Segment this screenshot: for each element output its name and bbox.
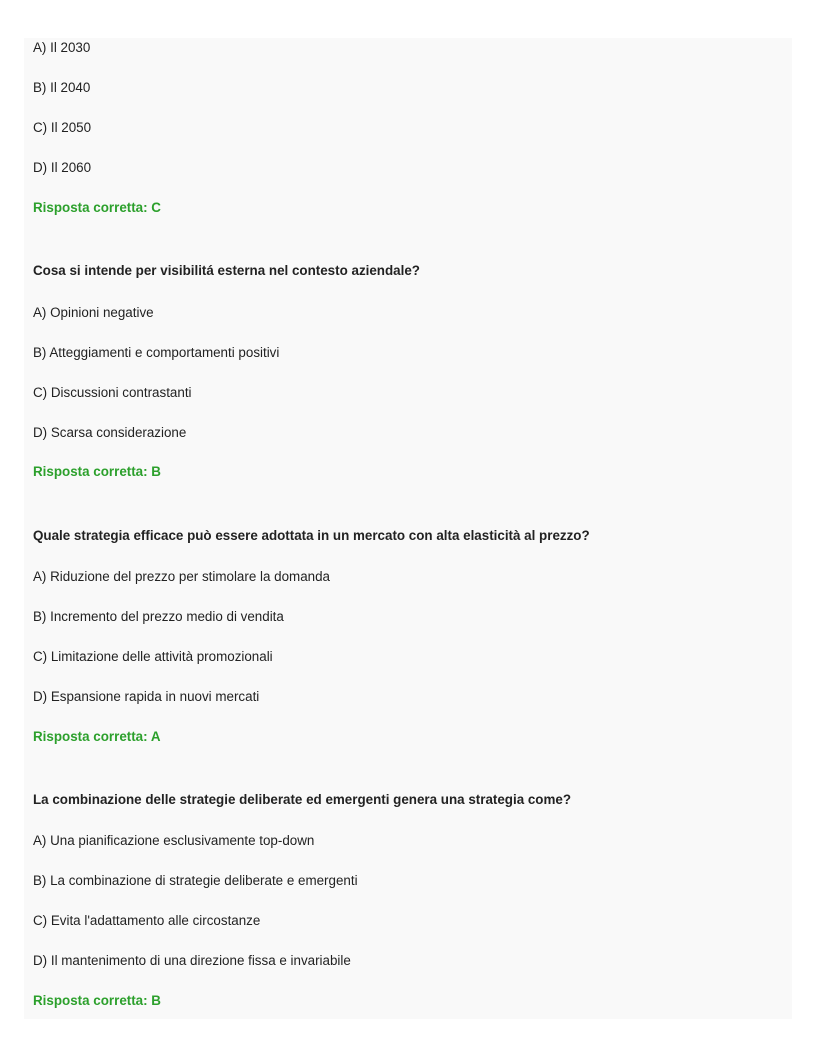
question-text: Cosa si intende per visibilitá esterna nel contesto aziendale? bbox=[33, 263, 420, 278]
option-a: A) Il 2030 bbox=[33, 40, 91, 55]
option-b: B) Il 2040 bbox=[33, 80, 91, 95]
option-c: C) Limitazione delle attività promozionali bbox=[33, 649, 273, 664]
option-c: C) Discussioni contrastanti bbox=[33, 385, 192, 400]
option-c: C) Evita l'adattamento alle circostanze bbox=[33, 913, 261, 928]
correct-answer: Risposta corretta: B bbox=[33, 993, 161, 1008]
correct-answer: Risposta corretta: C bbox=[33, 200, 161, 215]
option-b: B) Atteggiamenti e comportamenti positivi bbox=[33, 345, 280, 360]
option-d: D) Scarsa considerazione bbox=[33, 425, 187, 440]
option-b: B) Incremento del prezzo medio di vendita bbox=[33, 609, 284, 624]
option-d: D) Il 2060 bbox=[33, 160, 92, 175]
option-a: A) Riduzione del prezzo per stimolare la domanda bbox=[33, 569, 330, 584]
option-a: A) Opinioni negative bbox=[33, 305, 154, 320]
option-b: B) La combinazione di strategie deliberate e emergenti bbox=[33, 873, 358, 888]
option-c: C) Il 2050 bbox=[33, 120, 92, 135]
correct-answer: Risposta corretta: A bbox=[33, 729, 161, 744]
option-d: D) Il mantenimento di una direzione fissa e invariabile bbox=[33, 953, 351, 968]
correct-answer: Risposta corretta: B bbox=[33, 464, 161, 479]
option-d: D) Espansione rapida in nuovi mercati bbox=[33, 689, 260, 704]
question-text: Quale strategia efficace può essere adottata in un mercato con alta elasticità al prezzo? bbox=[33, 528, 590, 543]
option-a: A) Una pianificazione esclusivamente top-down bbox=[33, 833, 315, 848]
question-text: La combinazione delle strategie deliberate ed emergenti genera una strategia come? bbox=[33, 792, 572, 807]
